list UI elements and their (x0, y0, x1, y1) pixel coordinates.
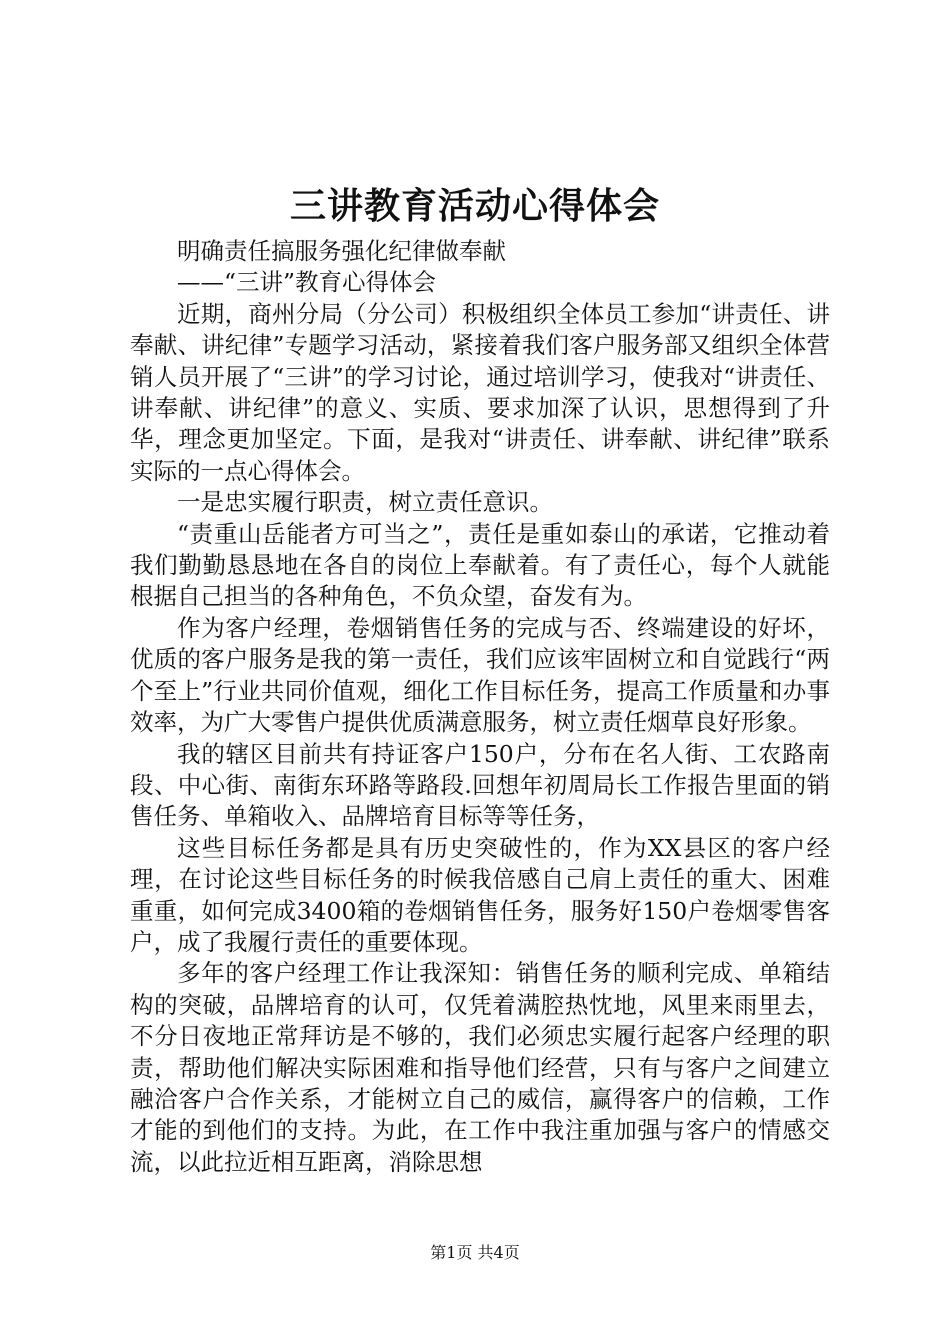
paragraph: 多年的客户经理工作让我深知：销售任务的顺利完成、单箱结构的突破，品牌培育的认可，仅凭着满腔热忱地，风里来雨里去，不分日夜地正常拜访是不够的，我们必须忠实履行起客户经理的职责，帮助他们解决实际困难和指导他们经营，只有与客户之间建立融洽客户合作关系，才能树立自己的威信，赢得客户的信赖，工作才能的到他们的支持。为此，在工作中我注重加强与客户的情感交流，以此拉近相互距离，消除思想 (130, 959, 830, 1176)
subtitle-line-2: ——“三讲”教育心得体会 (177, 268, 437, 297)
paragraph: 这些目标任务都是具有历史突破性的，作为XX县区的客户经理，在讨论这些目标任务的时候我倍感自己肩上责任的重大、困难重重，如何完成3400箱的卷烟销售任务，服务好150户卷烟零售客户，成了我履行责任的重要体现。 (130, 833, 830, 956)
document-title: 三讲教育活动心得体会 (289, 186, 660, 227)
paragraph-intro: 近期，商州分局（分公司）积极组织全体员工参加“讲责任、讲奉献、讲纪律”专题学习活动，紧接着我们客户服务部又组织全体营销人员开展了“三讲”的学习讨论，通过培训学习，使我对“讲责任、讲奉献、讲纪律”的意义、实质、要求加深了认识，思想得到了升华，理念更加坚定。下面，是我对“讲责任、讲奉献、讲纪律”联系实际的一点心得体会。 (130, 299, 830, 485)
document-body (130, 236, 830, 1178)
paragraph: 作为客户经理，卷烟销售任务的完成与否、终端建设的好坏，优质的客户服务是我的第一责任，我们应该牢固树立和自觉践行“两个至上”行业共同价值观，细化工作目标任务，提高工作质量和办事效率，为广大零售户提供优质满意服务，树立责任烟草良好形象。 (130, 613, 830, 737)
paragraph: 我的辖区目前共有持证客户150户，分布在名人街、工农路南段、中心街、南街东环路等路段.回想年初周局长工作报告里面的销售任务、单箱收入、品牌培育目标等等任务， (130, 739, 830, 831)
subtitle: 明确责任搞服务强化纪律做奉献 (177, 237, 506, 265)
section-heading-1: 一是忠实履行职责，树立责任意识。 (177, 488, 553, 517)
paragraph: “责重山岳能者方可当之”，责任是重如泰山的承诺，它推动着我们勤勤恳恳地在各自的岗位上奉献着。有了责任心，每个人就能根据自己担当的各种角色，不负众望，奋发有为。 (130, 519, 830, 611)
page-footer: 第1页 共4页 (430, 1243, 520, 1262)
